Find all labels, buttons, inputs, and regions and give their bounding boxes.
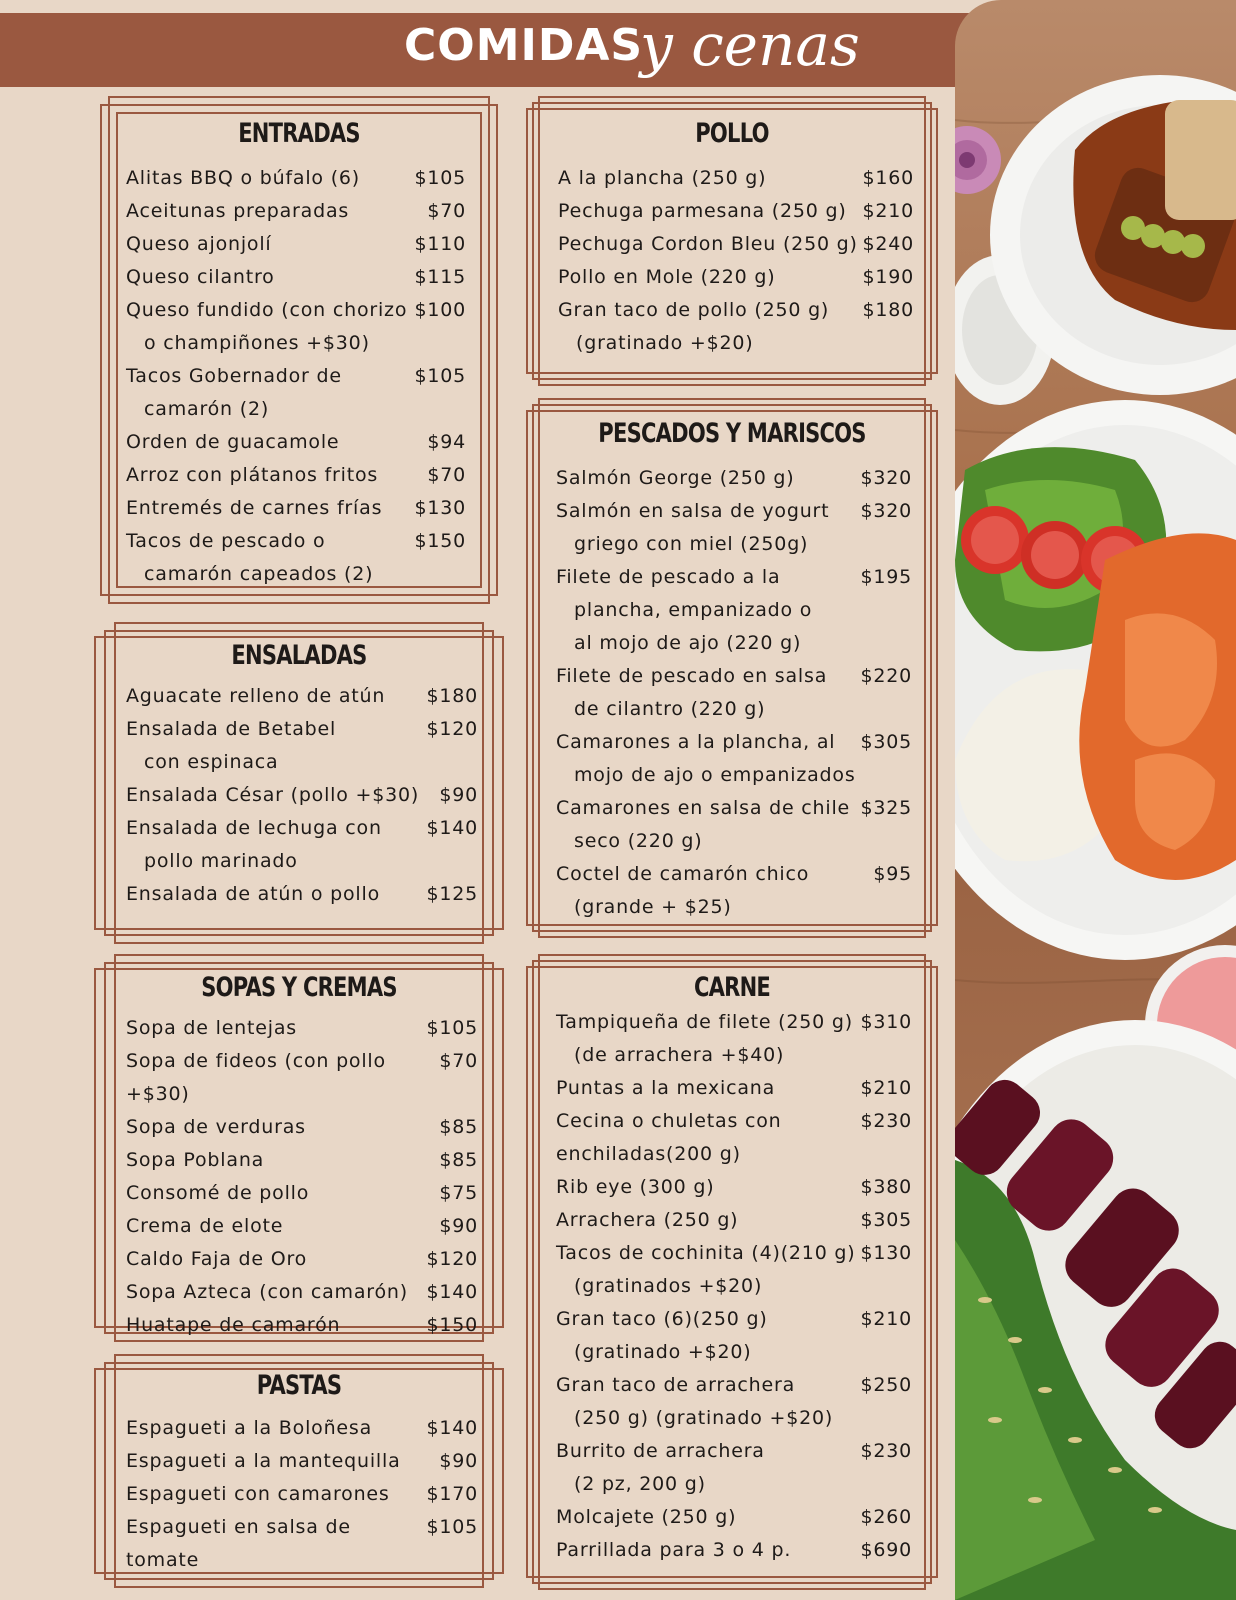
menu-item-name-line2: de cilantro (220 g) <box>574 698 766 720</box>
menu-item <box>126 779 478 812</box>
menu-item-name <box>556 1204 738 1237</box>
menu-item <box>126 294 466 360</box>
menu-item-name-line1: Gran taco de arrachera <box>556 1374 796 1396</box>
pollo-item-list <box>558 162 914 360</box>
menu-item-name-line2: (grande + $25) <box>574 896 732 918</box>
menu-item-name <box>126 1012 297 1045</box>
menu-item-price: $180 <box>426 685 478 707</box>
menu-item-name-line1: Ensalada de atún o pollo <box>126 883 380 905</box>
menu-item <box>556 858 912 924</box>
menu-item-name <box>556 1435 765 1501</box>
menu-item <box>126 713 478 779</box>
menu-item <box>558 294 914 360</box>
food-photo <box>955 0 1236 1600</box>
menu-item-price: $320 <box>860 500 912 522</box>
menu-item-name <box>556 726 856 792</box>
menu-item-name-line1: Tacos de pescado o <box>126 530 326 552</box>
menu-item-name-line2: (250 g) (gratinado +$20) <box>574 1407 834 1429</box>
menu-item <box>556 1072 912 1105</box>
menu-item-price: $100 <box>414 299 466 321</box>
menu-item-name <box>556 1237 856 1303</box>
menu-item <box>126 525 466 591</box>
menu-item <box>556 1171 912 1204</box>
menu-item-name-line1: Consomé de pollo <box>126 1182 310 1204</box>
menu-item-name <box>126 294 407 360</box>
menu-item <box>556 495 912 561</box>
menu-item-name-line1: Espagueti a la mantequilla <box>126 1450 401 1472</box>
menu-item-name <box>126 713 336 779</box>
menu-item-price: $105 <box>414 167 466 189</box>
menu-item <box>556 1204 912 1237</box>
menu-item-name-line1: Sopa de fideos (con pollo +$30) <box>126 1050 386 1105</box>
section-carne <box>526 954 938 1590</box>
menu-item-name <box>556 1072 775 1105</box>
menu-item-name-line2: pollo marinado <box>144 850 298 872</box>
menu-item <box>126 1445 478 1478</box>
menu-item-name-line2: camarón (2) <box>144 398 270 420</box>
page-title: COMIDAS <box>404 20 644 71</box>
menu-item-price: $220 <box>860 665 912 687</box>
menu-item-name-line1: enchiladas(200 g) <box>556 1143 741 1165</box>
menu-item <box>556 1369 912 1435</box>
menu-item-name <box>126 812 382 878</box>
menu-item-price: $130 <box>414 497 466 519</box>
menu-item-name-line1: Crema de elote <box>126 1215 284 1237</box>
menu-item-name-line1: Filete de pescado a la <box>556 566 781 588</box>
menu-item-name-line1: Alitas BBQ o búfalo (6) <box>126 167 361 189</box>
menu-item-name <box>556 792 850 858</box>
menu-item-name <box>126 1243 307 1276</box>
menu-item-name <box>556 660 827 726</box>
menu-item-price: $305 <box>860 1209 912 1231</box>
menu-item-name-line1: Queso fundido (con chorizo <box>126 299 408 321</box>
section-title: ENTRADAS <box>238 118 360 149</box>
carne-item-list <box>556 1006 912 1567</box>
menu-item-name-line1: Queso cilantro <box>126 266 275 288</box>
menu-item-name-line1: Camarones en salsa de chile <box>556 797 851 819</box>
beet-salad-plate-image <box>955 1020 1236 1600</box>
menu-item <box>556 561 912 660</box>
menu-item-price: $95 <box>873 863 912 885</box>
menu-item <box>556 1534 912 1567</box>
section-pollo <box>526 96 938 386</box>
menu-item-price: $90 <box>439 784 478 806</box>
menu-item-name-line2: (de arrachera +$40) <box>574 1044 785 1066</box>
menu-item-name <box>556 1105 782 1138</box>
menu-item-price: $85 <box>439 1116 478 1138</box>
menu-item <box>126 195 466 228</box>
menu-item-price: $90 <box>439 1450 478 1472</box>
menu-item-name <box>126 1210 283 1243</box>
menu-item <box>556 1435 912 1501</box>
menu-item <box>556 726 912 792</box>
menu-item-name <box>126 1445 401 1478</box>
menu-item-price: $320 <box>860 467 912 489</box>
menu-item-price: $120 <box>426 1248 478 1270</box>
menu-item-name-line1: Caldo Faja de Oro <box>126 1248 308 1270</box>
menu-item-name <box>558 195 847 228</box>
menu-item-name <box>126 1045 439 1111</box>
menu-item <box>126 1309 478 1342</box>
menu-item <box>126 162 466 195</box>
menu-item-name <box>556 1006 853 1072</box>
menu-item-name <box>556 561 812 660</box>
menu-item-price: $195 <box>860 566 912 588</box>
menu-item-price: $210 <box>860 1077 912 1099</box>
menu-item-price: $305 <box>860 731 912 753</box>
menu-item-price: $105 <box>414 365 466 387</box>
menu-item-name-line1: Tampiqueña de filete (250 g) <box>556 1011 853 1033</box>
menu-item-name-line1: Aguacate relleno de atún <box>126 685 386 707</box>
menu-item <box>126 1210 478 1243</box>
menu-item <box>556 1105 912 1138</box>
section-title: PASTAS <box>256 1370 342 1401</box>
menu-item-price: $105 <box>426 1017 478 1039</box>
menu-item-name-line2: (gratinados +$20) <box>574 1275 763 1297</box>
menu-item-name-line1: Cecina o chuletas con <box>556 1110 782 1132</box>
menu-item-name <box>556 1303 768 1369</box>
pescados-item-list <box>556 462 912 924</box>
menu-item <box>126 1243 478 1276</box>
menu-item-name-line1: Camarones a la plancha, al <box>556 731 836 753</box>
menu-item-name <box>126 680 385 713</box>
menu-item-name-line1: Arrachera (250 g) <box>556 1209 739 1231</box>
sopas-item-list <box>126 1012 478 1342</box>
menu-item-name <box>126 459 378 492</box>
menu-item-name-line1: Sopa de lentejas <box>126 1017 297 1039</box>
menu-item-name-line1: Huatape de camarón <box>126 1314 341 1336</box>
menu-item-price: $325 <box>860 797 912 819</box>
menu-item-name <box>126 228 272 261</box>
menu-item <box>126 426 466 459</box>
menu-item <box>126 1412 478 1445</box>
menu-item-name <box>126 195 349 228</box>
menu-item-price: $260 <box>860 1506 912 1528</box>
menu-item-name <box>556 1534 791 1567</box>
menu-item <box>126 360 466 426</box>
menu-item-name <box>126 1144 264 1177</box>
menu-item <box>556 462 912 495</box>
menu-item <box>126 1045 478 1111</box>
menu-item <box>556 792 912 858</box>
menu-item-name <box>126 878 380 911</box>
menu-item-price: $90 <box>439 1215 478 1237</box>
menu-item-name-line1: Sopa Azteca (con camarón) <box>126 1281 408 1303</box>
menu-item-name-line1: Parrillada para 3 o 4 p. <box>556 1539 792 1561</box>
menu-item-name <box>556 1369 833 1435</box>
menu-item-name-line2: plancha, empanizado o al mojo de ajo (220 g) <box>574 599 813 654</box>
menu-item-price: $70 <box>427 464 466 486</box>
menu-item-name <box>126 1478 390 1511</box>
menu-item-name <box>558 228 858 261</box>
menu-item-name <box>556 462 795 495</box>
menu-item-price: $110 <box>414 233 466 255</box>
menu-item-name-line2: griego con miel (250g) <box>574 533 809 555</box>
menu-item-name-line1: Gran taco (6)(250 g) <box>556 1308 768 1330</box>
menu-item-name-line1: Filete de pescado en salsa <box>556 665 828 687</box>
menu-item <box>126 228 466 261</box>
menu-item-name-line1: Ensalada de Betabel <box>126 718 337 740</box>
menu-item-name <box>126 1111 306 1144</box>
menu-item-price: $94 <box>427 431 466 453</box>
menu-item <box>556 1006 912 1072</box>
section-pescados <box>526 398 938 938</box>
menu-item-name-line1: Orden de guacamole <box>126 431 340 453</box>
menu-item-price: $75 <box>439 1182 478 1204</box>
menu-item-name-line2: (gratinado +$20) <box>576 332 754 354</box>
menu-item-price: $85 <box>439 1149 478 1171</box>
menu-item <box>126 492 466 525</box>
menu-item-price: $70 <box>427 200 466 222</box>
menu-item-name <box>558 162 766 195</box>
menu-item-name-line2: seco (220 g) <box>574 830 703 852</box>
menu-item-name <box>126 1412 372 1445</box>
pastas-item-list <box>126 1412 478 1577</box>
menu-item-price: $130 <box>860 1242 912 1264</box>
menu-item-price: $120 <box>426 718 478 740</box>
section-title: PESCADOS Y MARISCOS <box>598 418 866 449</box>
menu-item-name-line1: Espagueti en salsa de tomate <box>126 1516 351 1571</box>
menu-item <box>556 1237 912 1303</box>
menu-item-name <box>558 261 775 294</box>
menu-item <box>126 459 466 492</box>
menu-item-name-line1: Espagueti a la Boloñesa <box>126 1417 373 1439</box>
menu-item-name-line1: Molcajete (250 g) <box>556 1506 737 1528</box>
menu-item-name <box>126 426 339 459</box>
menu-item-price: $160 <box>862 167 914 189</box>
menu-item-name-line1: Pechuga Cordon Bleu (250 g) <box>558 233 858 255</box>
menu-item-name <box>556 1501 736 1534</box>
menu-item <box>558 261 914 294</box>
menu-item-name-line1: Arroz con plátanos fritos <box>126 464 379 486</box>
menu-item <box>126 680 478 713</box>
menu-item-name-line2: (2 pz, 200 g) <box>574 1473 706 1495</box>
menu-item-name <box>126 1309 340 1342</box>
menu-item-name-line2: con espinaca <box>144 751 279 773</box>
menu-item-name <box>558 294 829 360</box>
menu-item-name <box>556 495 829 561</box>
menu-item-price: $150 <box>426 1314 478 1336</box>
menu-item-price: $170 <box>426 1483 478 1505</box>
menu-item-name-line1: Puntas a la mexicana <box>556 1077 776 1099</box>
menu-item <box>126 812 478 878</box>
menu-item-price: $105 <box>426 1516 478 1538</box>
menu-item-price: $230 <box>860 1110 912 1132</box>
menu-item-price: $310 <box>860 1011 912 1033</box>
menu-item-name-line1: Salmón George (250 g) <box>556 467 795 489</box>
section-title: CARNE <box>693 972 771 1003</box>
menu-item-name-line1: Aceitunas preparadas <box>126 200 350 222</box>
menu-item-name-line1: Sopa de verduras <box>126 1116 306 1138</box>
section-title: POLLO <box>695 118 769 149</box>
menu-item <box>126 1511 478 1577</box>
shrimp-rice-salad-plate-image <box>955 400 1236 960</box>
menu-item-name <box>126 360 342 426</box>
menu-item-name-line1: Salmón en salsa de yogurt <box>556 500 830 522</box>
menu-item-price: $140 <box>426 817 478 839</box>
menu-item <box>126 1144 478 1177</box>
menu-item <box>556 660 912 726</box>
menu-item-name-line1: A la plancha (250 g) <box>558 167 767 189</box>
menu-item-name-line2: (gratinado +$20) <box>574 1341 752 1363</box>
menu-item-name-line2: mojo de ajo o empanizados <box>574 764 856 786</box>
menu-item-price: $70 <box>439 1050 478 1072</box>
menu-item-name-line1: Ensalada de lechuga con <box>126 817 382 839</box>
menu-item-name <box>126 779 419 812</box>
menu-item <box>126 1276 478 1309</box>
menu-item-name <box>126 525 373 591</box>
menu-item-name-line1: Pechuga parmesana (250 g) <box>558 200 847 222</box>
menu-item <box>558 195 914 228</box>
menu-item-price: $140 <box>426 1281 478 1303</box>
menu-item-name-line2: camarón capeados (2) <box>144 563 374 585</box>
menu-item-price: $150 <box>414 530 466 552</box>
section-ensaladas <box>94 622 504 944</box>
section-title: ENSALADAS <box>231 640 367 671</box>
menu-item <box>126 1012 478 1045</box>
menu-item-name <box>126 1511 426 1577</box>
menu-item <box>126 1478 478 1511</box>
menu-item-price: $210 <box>862 200 914 222</box>
menu-item-name-line1: Coctel de camarón chico <box>556 863 810 885</box>
menu-item-name-line1: Tacos Gobernador de <box>126 365 342 387</box>
menu-item-name-line2: o champiñones +$30) <box>144 332 370 354</box>
menu-item-name <box>556 1138 741 1171</box>
page-title-script: y cenas <box>640 11 860 79</box>
food-photo-column <box>955 0 1236 1600</box>
menu-item-name <box>126 1177 309 1210</box>
menu-item <box>126 1111 478 1144</box>
menu-item-price: $690 <box>860 1539 912 1561</box>
menu-item-name-line1: Pollo en Mole (220 g) <box>558 266 776 288</box>
menu-item <box>126 261 466 294</box>
menu-item <box>126 1177 478 1210</box>
menu-item-price: $115 <box>414 266 466 288</box>
menu-item-name-line1: Burrito de arrachera <box>556 1440 765 1462</box>
section-sopas <box>94 954 504 1342</box>
menu-item-name-line1: Rib eye (300 g) <box>556 1176 715 1198</box>
menu-item-name-line1: Tacos de cochinita (4)(210 g) <box>556 1242 856 1264</box>
menu-item <box>558 162 914 195</box>
menu-item-name <box>556 858 809 924</box>
menu-item <box>556 1303 912 1369</box>
menu-item-price: $230 <box>860 1440 912 1462</box>
menu-item <box>556 1138 912 1171</box>
menu-item-price: $140 <box>426 1417 478 1439</box>
menu-item <box>558 228 914 261</box>
section-entradas <box>100 96 498 604</box>
menu-item <box>556 1501 912 1534</box>
menu-item-name-line1: Entremés de carnes frías <box>126 497 383 519</box>
menu-item-name <box>126 162 360 195</box>
menu-item-price: $250 <box>860 1374 912 1396</box>
menu-item-name <box>126 261 275 294</box>
menu-item-price: $240 <box>862 233 914 255</box>
menu-item-name-line1: Gran taco de pollo (250 g) <box>558 299 830 321</box>
flower-image <box>955 126 1001 194</box>
menu-item-name-line1: Queso ajonjolí <box>126 233 272 255</box>
menu-item-name <box>126 1276 408 1309</box>
menu-item-name-line1: Ensalada César (pollo +$30) <box>126 784 420 806</box>
menu-item-price: $125 <box>426 883 478 905</box>
menu-item-name-line1: Sopa Poblana <box>126 1149 265 1171</box>
menu-item <box>126 878 478 911</box>
menu-item-name <box>126 492 382 525</box>
section-title: SOPAS Y CREMAS <box>201 972 397 1003</box>
menu-item-name <box>556 1171 714 1204</box>
menu-item-price: $210 <box>860 1308 912 1330</box>
menu-item-price: $180 <box>862 299 914 321</box>
entradas-item-list <box>126 162 466 591</box>
menu-item-price: $380 <box>860 1176 912 1198</box>
menu-item-price: $190 <box>862 266 914 288</box>
section-pastas <box>94 1354 504 1588</box>
menu-item-name-line1: Espagueti con camarones <box>126 1483 390 1505</box>
ensaladas-item-list <box>126 680 478 911</box>
